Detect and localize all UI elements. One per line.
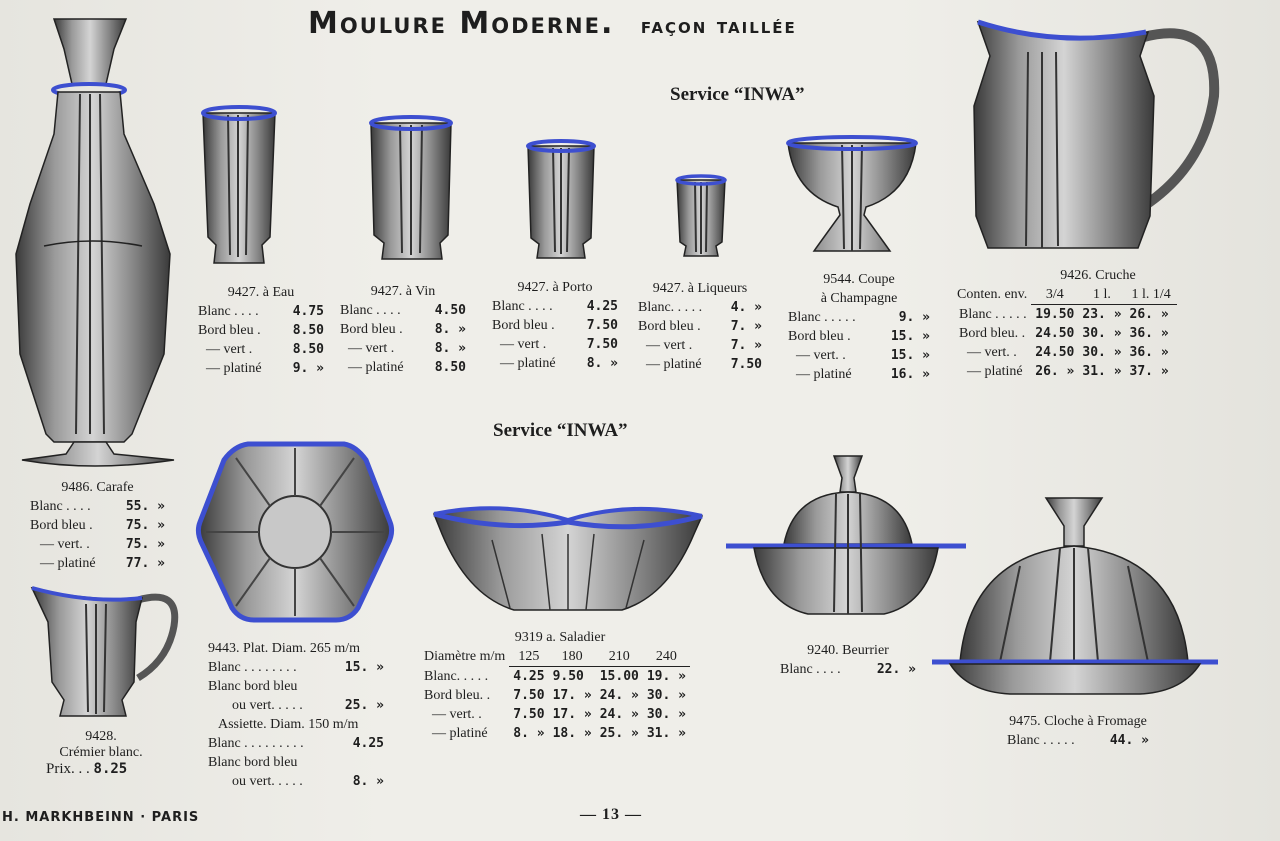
cremier-illustration xyxy=(30,582,176,720)
publisher-footer: H. MARKHBEINN · PARIS xyxy=(2,810,200,825)
table-cell: 31. » xyxy=(1082,364,1122,379)
saladier-price-table xyxy=(420,647,690,743)
row-price: 9. » xyxy=(292,361,324,376)
price-row xyxy=(208,772,384,791)
coupe-price-block xyxy=(788,270,930,384)
title-main: Moulure Moderne. xyxy=(308,6,615,41)
table-cell: 36. » xyxy=(1129,345,1169,360)
service-title-top: Service “INWA” xyxy=(670,84,805,105)
table-cell: Bord bleu. . xyxy=(959,326,1026,341)
price-row xyxy=(638,336,762,355)
table-cell: 4.25 xyxy=(513,669,545,684)
row-price: 4.25 xyxy=(586,299,618,314)
table-cell: 9.50 xyxy=(552,669,584,684)
row-label: Blanc . . . . xyxy=(198,304,259,319)
price-row xyxy=(985,731,1171,750)
row-price: 8. » xyxy=(434,341,466,356)
cloche-name: 9475. Cloche à Fromage xyxy=(1009,714,1147,729)
glass-porto-name: 9427. à Porto xyxy=(517,280,593,295)
cruche-illustration xyxy=(968,16,1222,256)
plat-price-block xyxy=(208,639,384,791)
table-row xyxy=(955,362,1177,381)
table-cell: 30. » xyxy=(1082,345,1122,360)
table-cell: 24.50 xyxy=(1035,345,1075,360)
row-label: Blanc. . . . . xyxy=(638,300,703,315)
glass-porto-illustration xyxy=(525,138,597,262)
row-price: 4.25 xyxy=(352,736,384,751)
row-price: 4.75 xyxy=(292,304,324,319)
row-label: Bord bleu . xyxy=(30,518,93,533)
price-row xyxy=(208,753,384,772)
price-row xyxy=(208,658,384,677)
table-cell: 26. » xyxy=(1129,307,1169,322)
table-header: 125 xyxy=(509,647,548,667)
price-row xyxy=(492,354,618,373)
row-price: 8. » xyxy=(434,322,466,337)
price-row xyxy=(492,297,618,316)
price-row xyxy=(198,359,324,378)
price-row xyxy=(30,554,165,573)
row-price: 55. » xyxy=(125,499,165,514)
price-row xyxy=(208,715,384,734)
row-price: 8.50 xyxy=(292,323,324,338)
beurrier-name: 9240. Beurrier xyxy=(807,643,889,658)
row-price: 8.25 xyxy=(93,761,128,777)
row-label: Bord bleu . xyxy=(492,318,555,333)
beurrier-price-block xyxy=(780,641,916,679)
row-label: Assiette. Diam. 150 m/m xyxy=(218,717,359,732)
table-cell: 24. » xyxy=(599,707,639,722)
price-row xyxy=(340,320,466,339)
glass-eau-name: 9427. à Eau xyxy=(227,285,295,300)
table-header: 210 xyxy=(596,647,643,667)
row-price: 7. » xyxy=(730,319,762,334)
row-price: 7.50 xyxy=(730,357,762,372)
price-row xyxy=(788,327,930,346)
row-label: Blanc bord bleu xyxy=(208,679,298,694)
row-price: 7.50 xyxy=(586,318,618,333)
row-price: 4.50 xyxy=(434,303,466,318)
row-price: 16. » xyxy=(890,367,930,382)
table-cell: 37. » xyxy=(1129,364,1169,379)
row-label: Blanc . . . . xyxy=(30,499,91,514)
carafe-name: 9486. Carafe xyxy=(61,480,134,495)
title-sub: façon taillée xyxy=(640,14,797,39)
table-row xyxy=(420,724,690,743)
row-price: 75. » xyxy=(125,537,165,552)
price-row xyxy=(638,355,762,374)
table-cell: 26. » xyxy=(1035,364,1075,379)
row-label: Bord bleu . xyxy=(340,322,403,337)
price-row xyxy=(788,365,930,384)
price-row xyxy=(198,321,324,340)
row-price: 15. » xyxy=(890,348,930,363)
row-label: — platiné xyxy=(40,556,96,571)
table-cell: 7.50 xyxy=(513,707,545,722)
row-price: 8.50 xyxy=(292,342,324,357)
table-row xyxy=(420,705,690,724)
table-cell: 17. » xyxy=(552,688,592,703)
cremier-name: 9428. xyxy=(85,729,117,744)
table-header-row xyxy=(420,647,690,667)
price-row xyxy=(788,346,930,365)
row-label: — platiné xyxy=(206,361,262,376)
saladier-name: 9319 a. Saladier xyxy=(514,630,606,645)
row-price: 7. » xyxy=(730,338,762,353)
row-price: 75. » xyxy=(125,518,165,533)
row-label: — platiné xyxy=(796,367,852,382)
price-row xyxy=(492,316,618,335)
table-cell: Blanc. . . . . xyxy=(424,668,489,684)
table-cell: 31. » xyxy=(646,726,686,741)
row-price: 25. » xyxy=(344,698,384,713)
price-row xyxy=(30,497,165,516)
price-row xyxy=(30,535,165,554)
row-price: 8. » xyxy=(586,356,618,371)
cremier-desc: Crémier blanc. xyxy=(59,745,143,760)
price-row xyxy=(638,298,762,317)
row-label: Blanc . . . . xyxy=(780,662,841,677)
row-label: — vert . xyxy=(348,341,395,356)
row-label: Blanc . . . . xyxy=(492,299,553,314)
table-header: 1 l. xyxy=(1078,285,1125,305)
row-price: 8.50 xyxy=(434,360,466,375)
row-label: Bord bleu . xyxy=(198,323,261,338)
row-label: Prix. . . xyxy=(46,761,90,777)
table-header: 3/4 xyxy=(1031,285,1078,305)
row-label: Blanc . . . . . xyxy=(788,310,856,325)
row-label: — vert . xyxy=(206,342,253,357)
cremier-price-block xyxy=(46,729,156,777)
price-row xyxy=(780,660,916,679)
row-price: 4. » xyxy=(730,300,762,315)
price-row xyxy=(208,639,384,658)
price-row xyxy=(340,301,466,320)
row-price: 22. » xyxy=(876,662,916,677)
price-row xyxy=(208,696,384,715)
row-label: Bord bleu . xyxy=(638,319,701,334)
row-label: — platiné xyxy=(646,357,702,372)
table-cell: — platiné xyxy=(967,364,1023,379)
page-number: — 13 — xyxy=(580,806,642,823)
table-cell: 19.50 xyxy=(1035,307,1075,322)
table-header-row xyxy=(955,285,1177,305)
table-header: 240 xyxy=(643,647,690,667)
table-cell: 17. » xyxy=(552,707,592,722)
price-row xyxy=(198,302,324,321)
table-cell: 36. » xyxy=(1129,326,1169,341)
glass-eau-price-block xyxy=(198,283,324,378)
row-price: 15. » xyxy=(344,660,384,675)
table-cell: 24. » xyxy=(599,688,639,703)
plat-illustration xyxy=(196,438,394,626)
cruche-name: 9426. Cruche xyxy=(1060,268,1136,283)
cruche-price-table xyxy=(955,285,1177,381)
glass-liqueurs-name: 9427. à Liqueurs xyxy=(652,281,748,296)
row-price: 9. » xyxy=(898,310,930,325)
price-row xyxy=(492,335,618,354)
cloche-illustration xyxy=(930,496,1220,696)
table-cell: 15.00 xyxy=(599,669,639,684)
table-row xyxy=(420,667,690,687)
table-cell: 30. » xyxy=(1082,326,1122,341)
row-label: Blanc . . . . xyxy=(340,303,401,318)
table-cell: 19. » xyxy=(646,669,686,684)
table-cell: 25. » xyxy=(599,726,639,741)
table-cell: — vert. . xyxy=(967,345,1017,360)
cloche-price-block xyxy=(985,712,1171,750)
cruche-price-block xyxy=(955,266,1211,381)
row-label: — platiné xyxy=(348,360,404,375)
table-cell: 30. » xyxy=(646,707,686,722)
row-label: — vert . xyxy=(646,338,693,353)
row-price: 8. » xyxy=(352,774,384,789)
price-row xyxy=(208,677,384,696)
table-header: Diamètre m/m xyxy=(424,649,506,665)
price-row xyxy=(340,358,466,377)
table-header: 180 xyxy=(549,647,596,667)
glass-liqueurs-price-block xyxy=(638,279,762,374)
glass-eau-illustration xyxy=(200,105,278,270)
row-label: ou vert. . . . . xyxy=(232,774,303,789)
price-row xyxy=(638,317,762,336)
table-cell: 30. » xyxy=(646,688,686,703)
table-cell: Bord bleu. . xyxy=(424,688,491,703)
table-cell: 8. » xyxy=(513,726,545,741)
page-title xyxy=(308,6,797,41)
table-cell: 18. » xyxy=(552,726,592,741)
coupe-illustration xyxy=(784,133,920,255)
glass-vin-price-block xyxy=(340,282,466,377)
saladier-illustration xyxy=(432,500,704,616)
saladier-price-block xyxy=(420,628,730,743)
glass-liqueurs-illustration xyxy=(674,174,728,260)
table-row xyxy=(955,305,1177,325)
row-label: — vert . xyxy=(500,337,547,352)
table-cell: 24.50 xyxy=(1035,326,1075,341)
row-price: 44. » xyxy=(1109,733,1149,748)
price-row xyxy=(340,339,466,358)
row-label: Blanc bord bleu xyxy=(208,755,298,770)
glass-vin-name: 9427. à Vin xyxy=(370,284,436,299)
carafe-price-block xyxy=(30,478,165,573)
table-header: Conten. env. xyxy=(957,287,1028,303)
row-label: Blanc . . . . . xyxy=(1007,733,1075,748)
service-title-bottom: Service “INWA” xyxy=(493,420,628,441)
table-cell: 7.50 xyxy=(513,688,545,703)
table-row xyxy=(955,324,1177,343)
row-price: 77. » xyxy=(125,556,165,571)
row-label: ou vert. . . . . xyxy=(232,698,303,713)
price-row xyxy=(30,516,165,535)
table-row xyxy=(420,686,690,705)
price-row xyxy=(788,308,930,327)
coupe-name: 9544. Coupe xyxy=(823,272,895,287)
table-header: 1 l. 1/4 xyxy=(1126,285,1177,305)
row-label: 9443. Plat. Diam. 265 m/m xyxy=(208,641,361,656)
row-label: — vert. . xyxy=(40,537,90,552)
table-cell: — vert. . xyxy=(432,707,482,722)
row-label: Blanc . . . . . . . . . xyxy=(208,736,304,751)
table-cell: 23. » xyxy=(1082,307,1122,322)
row-label: — vert. . xyxy=(796,348,846,363)
row-label: — platiné xyxy=(500,356,556,371)
glass-vin-illustration xyxy=(368,115,454,265)
row-label: Bord bleu . xyxy=(788,329,851,344)
row-label: Blanc . . . . . . . . xyxy=(208,660,297,675)
price-row xyxy=(198,340,324,359)
glass-porto-price-block xyxy=(492,278,618,373)
row-price: 15. » xyxy=(890,329,930,344)
table-cell: — platiné xyxy=(432,726,488,741)
carafe-illustration xyxy=(14,14,182,469)
row-price: 7.50 xyxy=(586,337,618,352)
table-cell: Blanc . . . . . xyxy=(959,306,1027,322)
table-row xyxy=(955,343,1177,362)
coupe-name-2: à Champagne xyxy=(820,291,898,306)
price-row xyxy=(208,734,384,753)
